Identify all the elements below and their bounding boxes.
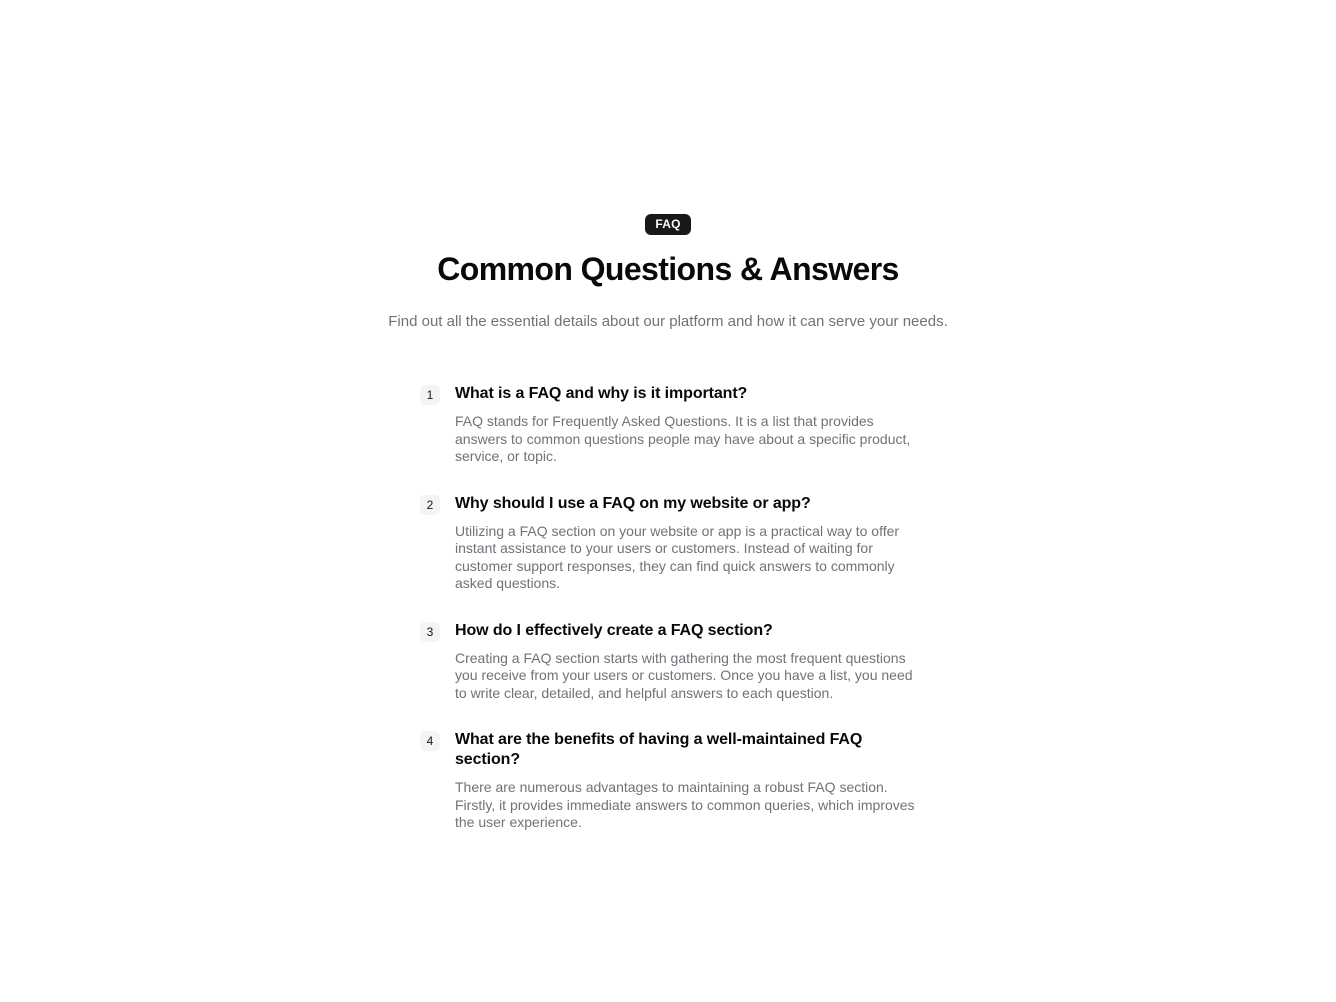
faq-question: What are the benefits of having a well-maintained FAQ section? — [455, 731, 863, 768]
faq-badge: FAQ — [645, 214, 690, 235]
faq-item — [420, 621, 916, 703]
faq-question: Why should I use a FAQ on my website or app? — [455, 494, 811, 512]
faq-answer: Utilizing a FAQ section on your website or app is a practical way to offer instant assistance to your users or customers. Instead of waiting for customer support responses, they can find quick answers to commonly asked questions. — [455, 522, 900, 591]
faq-item — [420, 384, 916, 466]
faq-item-body — [455, 494, 916, 593]
faq-item — [420, 494, 916, 593]
faq-number-badge: 4 — [420, 731, 440, 751]
page-subtitle: Find out all the essential details about our platform and how it can serve your needs. — [388, 313, 948, 330]
faq-number-badge: 3 — [420, 622, 440, 642]
faq-section — [0, 214, 1336, 832]
faq-number-badge: 1 — [420, 385, 440, 405]
faq-number-badge: 2 — [420, 495, 440, 515]
faq-header — [388, 214, 948, 332]
faq-question: What is a FAQ and why is it important? — [455, 385, 748, 402]
faq-item-body — [455, 621, 916, 703]
page-title: Common Questions & Answers — [437, 251, 899, 287]
faq-list — [420, 384, 916, 832]
faq-question: How do I effectively create a FAQ section? — [455, 621, 773, 639]
faq-item-body — [455, 384, 916, 466]
faq-answer: Creating a FAQ section starts with gathering the most frequent questions you receive from your users or customers. Once you have a list, you need to write clear, detailed, and helpful answers to each question. — [455, 649, 913, 701]
faq-answer: FAQ stands for Frequently Asked Questions. It is a list that provides answers to common questions people may have about a specific product, service, or topic. — [455, 413, 911, 464]
faq-item-body — [455, 730, 916, 832]
faq-item — [420, 730, 916, 832]
faq-answer: There are numerous advantages to maintaining a robust FAQ section. Firstly, it provides immediate answers to common queries, which improves the user experience. — [455, 779, 915, 830]
